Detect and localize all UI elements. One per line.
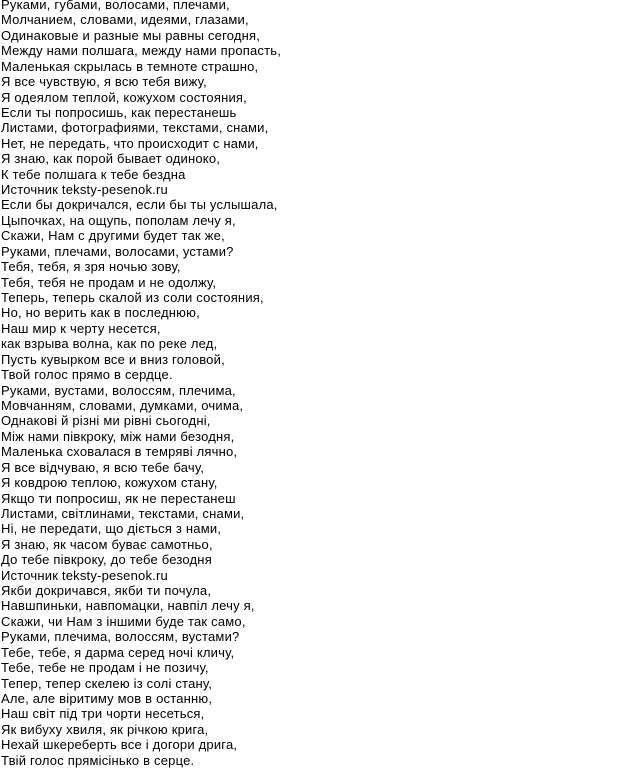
lyric-line: Но, но верить как в последнюю, (1, 305, 200, 321)
lyric-line: Теперь, теперь скалой из соли состояния, (1, 290, 264, 306)
lyric-line: Если ты попросишь, как перестанешь (1, 104, 237, 120)
lyric-line: Нет, не передать, что происходит с нами, (1, 135, 259, 151)
lyric-line: Я одеялом теплой, кожухом состояния, (1, 89, 247, 105)
lyric-line: Источник teksty-pesenok.ru (1, 567, 168, 583)
lyric-line: Між нами півкроку, між нами безодня, (1, 428, 235, 444)
lyric-line: Тебе, тебе не продам і не позичу, (1, 660, 209, 676)
lyric-line: Я знаю, как порой бывает одиноко, (1, 151, 221, 167)
lyric-line: Пусть кувырком все и вниз головой, (1, 351, 225, 367)
lyric-line: Наш світ під три чорти несеться, (1, 706, 205, 722)
lyric-line: Источник teksty-pesenok.ru (1, 182, 168, 198)
lyric-line: Однакові й різні ми рівні сьогодні, (1, 413, 211, 429)
lyric-line: Тебе, тебе, я дарма серед ночі кличу, (1, 644, 235, 660)
lyric-line: Тебя, тебя не продам и не одолжу, (1, 274, 217, 290)
lyric-line: Руками, вустами, волоссям, плечима, (1, 382, 236, 398)
lyric-line: Руками, плечами, волосами, устами? (1, 243, 234, 259)
lyric-line: Руками, плечима, волоссям, вустами? (1, 629, 240, 645)
lyric-line: Листами, світлинами, текстами, снами, (1, 505, 245, 521)
lyric-line: До тебе півкроку, до тебе безодня (1, 552, 212, 568)
lyric-line: Тепер, тепер скелею із солі стану, (1, 675, 213, 691)
lyric-line: Одинаковые и разные мы равны сегодня, (1, 27, 261, 43)
lyric-line: Маленька сховалася в темряві лячно, (1, 444, 238, 460)
lyric-line: Я знаю, як часом буває самотньо, (1, 536, 213, 552)
lyric-line: как взрыва волна, как по реке лед, (1, 336, 218, 352)
lyric-line: Але, але віритиму мов в останню, (1, 690, 213, 706)
lyric-line: Наш мир к черту несется, (1, 320, 161, 336)
lyric-line: Тебя, тебя, я зря ночью зову, (1, 259, 181, 275)
lyric-line: Маленькая скрылась в темноте страшно, (1, 58, 259, 74)
lyric-line: Якби докричався, якби ти почула, (1, 583, 212, 599)
lyric-line: Молчанием, словами, идеями, глазами, (1, 12, 249, 28)
lyric-line: К тебе полшага к тебе бездна (1, 166, 186, 182)
lyric-line: Навшпиньки, навпомацки, навпіл лечу я, (1, 598, 255, 614)
lyric-line: Скажи, Нам с другими будет так же, (1, 228, 225, 244)
lyric-line: Я все відчуваю, я всю тебе бачу, (1, 459, 205, 475)
lyric-line: Ні, не передати, що діється з нами, (1, 521, 222, 537)
lyric-line: Твой голос прямо в сердце. (1, 367, 173, 383)
lyric-line: Якщо ти попросиш, як не перестанеш (1, 490, 236, 506)
lyric-line: Як вибуху хвиля, як річкою крига, (1, 721, 209, 737)
lyric-line: Руками, губами, волосами, плечами, (1, 0, 230, 12)
lyric-line: Листами, фотографиями, текстами, снами, (1, 120, 269, 136)
lyric-line: Скажи, чи Нам з іншими буде так само, (1, 613, 246, 629)
lyric-line: Я все чувствую, я всю тебя вижу, (1, 74, 207, 90)
lyrics-text-block (1, 0, 635, 768)
lyric-line: Твій голос прямісінько в серце. (1, 752, 195, 768)
lyric-line: Я ковдрою теплою, кожухом стану, (1, 475, 218, 491)
lyric-line: Цыпочках, на ощупь, пополам лечу я, (1, 212, 236, 228)
lyric-line: Между нами полшага, между нами пропасть, (1, 43, 282, 59)
lyric-line: Нехай шкереберть все і догори дрига, (1, 737, 238, 753)
lyric-line: Мовчанням, словами, думками, очима, (1, 397, 244, 413)
lyric-line: Если бы докричался, если бы ты услышала, (1, 197, 278, 213)
